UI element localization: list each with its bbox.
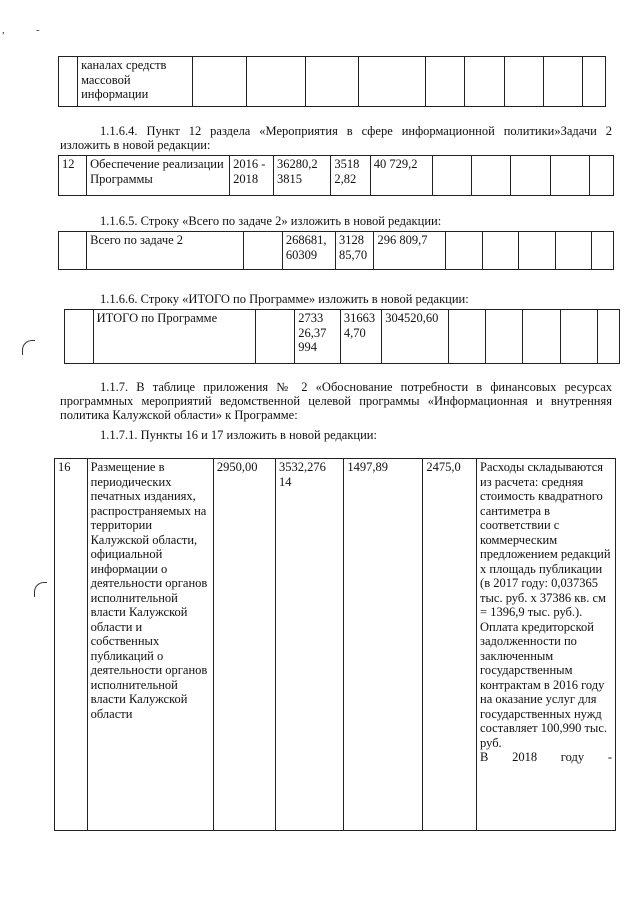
cell [543, 57, 582, 107]
cell-value-3: 304520,60 [382, 310, 449, 364]
cell [472, 156, 511, 196]
name-line: информации [81, 87, 149, 101]
cell-value-1: 2733 26,37 994 [295, 310, 341, 364]
cell [523, 310, 560, 364]
cell [511, 156, 550, 196]
cell-num: 12 [59, 156, 87, 196]
note-last-line: В 2018 году - [480, 750, 612, 764]
cell [446, 232, 482, 270]
cell-note [477, 459, 616, 831]
paragraph-1-1-7: 1.1.7. В таблице приложения № 2 «Обоснование потребности в финансовых ресурсах программных мероприятий ведомственной целевой программы «Информационная и внутренняя политика Калужской области» к Программе: [60, 380, 612, 422]
cell [597, 310, 619, 364]
cell-value-3: 40 729,2 [370, 156, 432, 196]
cell [256, 310, 295, 364]
cell-value-2: 3128 85,70 [335, 232, 374, 270]
cell [465, 57, 504, 107]
name-line: массовой [81, 72, 131, 87]
cell-name [78, 57, 193, 107]
cell-value-3: 296 809,7 [374, 232, 446, 270]
cell [449, 310, 486, 364]
cell-name: Обеспечение реализации Программы [87, 156, 230, 196]
paragraph-1-1-6-6: 1.1.6.6. Строку «ИТОГО по Программе» изложить в новой редакции: [100, 292, 469, 306]
cell [582, 57, 605, 107]
cell [359, 57, 426, 107]
scan-mark-left: , [2, 24, 5, 36]
cell [592, 232, 614, 270]
table-continuation [58, 56, 606, 107]
cell-value-2: 3518 2,82 [331, 156, 370, 196]
paragraph-1-1-6-5: 1.1.6.5. Строку «Всего по задаче 2» изложить в новой редакции: [100, 214, 442, 228]
cell-value-1: 36280,2 3815 [274, 156, 331, 196]
cell [193, 57, 246, 107]
table-total-task-2 [58, 231, 614, 270]
cell-num [59, 232, 87, 270]
cell-name: Всего по задаче 2 [87, 232, 244, 270]
paragraph-1-1-7-1: 1.1.7.1. Пункты 16 и 17 изложить в новой редакции: [100, 428, 377, 442]
cell [519, 232, 555, 270]
cell-num [65, 310, 94, 364]
margin-bracket-1 [22, 340, 35, 355]
cell-value-3: 1497,89 [344, 459, 423, 831]
cell [555, 232, 591, 270]
cell-value-2: 31663 4,70 [340, 310, 381, 364]
cell [426, 57, 465, 107]
cell [590, 156, 614, 196]
cell-years: 2016 - 2018 [230, 156, 274, 196]
note-text: Расходы складываются из расчета: средняя стоимость квадратного сантиметра в соответствии с коммерческим предложением редакций х площадь публикации (в 2017 году: 0,037365 тыс. руб. х 37386 кв. см = 1396,9 тыс. руб.). Оплата кредиторской задолженности по заключенным государственным контрактам в 2016 году на оказание услуг для государственных нужд составляет 100,990 тыс. руб. [480, 460, 611, 750]
cell-value-4: 2475,0 [423, 459, 477, 831]
cell [244, 232, 283, 270]
cell-name: Размещение в периодических печатных изданиях, распространяемых на территории Калужской области, официальной информации о деятельности органов исполнительной власти Калужской области и собственных публикаций о деятельности органов исполнительной власти Калужской области [87, 459, 213, 831]
table-item-12 [58, 155, 614, 196]
cell-value-1: 2950,00 [213, 459, 275, 831]
margin-bracket-2 [34, 582, 47, 597]
cell [504, 57, 543, 107]
table-item-16 [54, 458, 616, 831]
cell [305, 57, 358, 107]
cell [246, 57, 305, 107]
cell-value-1: 268681, 60309 [282, 232, 335, 270]
cell-num [59, 57, 78, 107]
cell-value-2: 3532,276 14 [276, 459, 344, 831]
cell [482, 232, 518, 270]
cell [560, 310, 597, 364]
paragraph-1-1-6-4: 1.1.6.4. Пункт 12 раздела «Мероприятия в сфере информационной политики»Задачи 2 изложить в новой редакции: [60, 124, 612, 152]
cell [432, 156, 471, 196]
scan-mark-right: - [36, 24, 40, 36]
name-line: каналах средств [81, 58, 167, 72]
cell-name: ИТОГО по Программе [93, 310, 255, 364]
cell-num: 16 [55, 459, 88, 831]
cell [550, 156, 589, 196]
table-itogo [64, 309, 620, 364]
cell [486, 310, 523, 364]
